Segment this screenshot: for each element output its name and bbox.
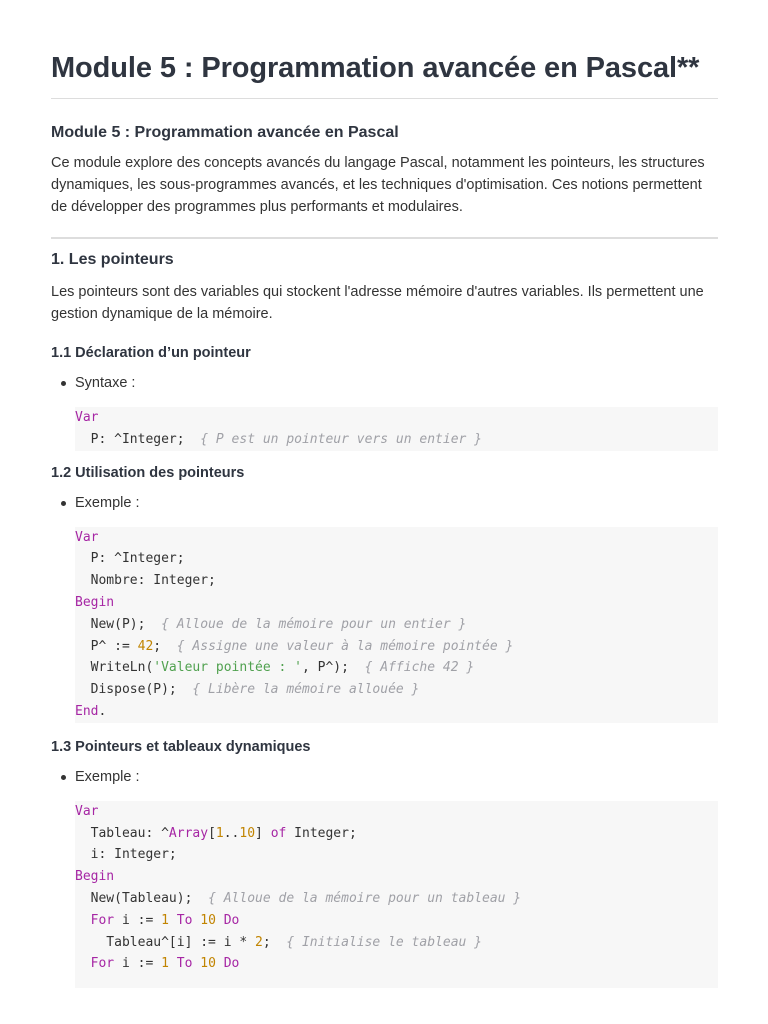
code-text [75,956,91,971]
code-text: i := [114,912,162,928]
code-comment: { Alloue de la mémoire pour un entier } [161,616,467,632]
code-block-declaration [75,407,718,451]
code-keyword: For [90,956,115,972]
code-comment: { Libère la mémoire allouée } [192,682,420,698]
code-number: 1 [215,825,224,841]
code-text: Integer; [286,825,357,841]
code-keyword: Begin [75,594,115,610]
sub11-list [51,372,718,394]
code-text: [ [208,825,216,841]
code-text [75,913,91,928]
code-text: Dispose(P); [75,682,193,698]
sub11-heading: 1.1 Déclaration d’un pointeur [51,345,251,361]
code-number: 2 [255,934,263,950]
intro-heading: Module 5 : Programmation avancée en Pascal [51,124,399,141]
code-string: 'Valeur pointée : ' [153,660,302,676]
code-text: New(Tableau); [75,890,209,906]
code-keyword: Begin [75,869,115,885]
code-comment: { Initialise le tableau } [286,934,482,950]
sub12-heading: 1.2 Utilisation des pointeurs [51,464,245,481]
code-comment: { Alloue de la mémoire pour un tableau } [208,890,522,906]
code-number: 1 [161,956,169,972]
code-text: Nombre: Integer; [75,573,216,589]
code-number: 42 [137,638,154,654]
code-text: ; [153,638,177,654]
code-keyword: Var [75,529,99,545]
code-text [169,956,177,971]
intro-paragraph: Ce module explore des concepts avancés du langage Pascal, notamment les pointeurs, les structures dynamiques, les sous-programmes avancés, et les techniques d'optimisation. Ces notions permettent de développer des programmes plus performants et modulaires. [51,155,705,215]
sub12-list [51,492,718,514]
code-keyword: of [270,825,287,841]
section1-heading: 1. Les pointeurs [51,251,174,268]
code-text: . [98,703,107,719]
code-number: 1 [161,912,169,928]
code-text [169,913,177,928]
code-block-dynamic-array [75,801,718,988]
code-text: P^ := [75,638,138,654]
sub13-list [51,766,718,788]
code-text: Tableau^[i] := i * [75,934,256,950]
code-text: , P^); [302,660,365,676]
code-text: WriteLn( [75,660,154,676]
code-keyword: End [75,703,99,719]
code-number: 10 [200,956,216,972]
code-comment: { P est un pointeur vers un entier } [200,431,482,447]
code-text: P: ^Integer; [75,551,185,567]
code-keyword: To [176,956,193,972]
code-comment: { Assigne une valeur à la mémoire pointée } [176,638,514,654]
code-keyword: Do [223,956,240,972]
code-keyword: Do [223,912,240,928]
code-text: New(P); [75,616,162,632]
code-text: .. [223,825,240,841]
code-text [216,956,224,971]
list-item: Exemple : [51,766,718,788]
code-text: ; [262,934,287,950]
code-text: ] [255,825,271,841]
code-keyword: Var [75,803,99,819]
list-item: Exemple : [51,492,718,514]
section1-paragraph: Les pointeurs sont des variables qui stockent l'adresse mémoire d'autres variables. Ils permettent une gestion dynamique de la mémoire. [51,284,704,322]
code-number: 10 [239,825,256,841]
section-divider [51,237,718,239]
code-keyword: Var [75,410,99,425]
code-text: i: Integer; [75,847,177,863]
code-block-usage [75,527,718,723]
page-title: Module 5 : Programmation avancée en Pascal** [51,52,700,84]
code-text: P: ^Integer; [75,431,201,447]
list-item: Syntaxe : [51,372,718,394]
title-divider [51,98,718,99]
sub13-heading: 1.3 Pointeurs et tableaux dynamiques [51,738,311,755]
code-keyword: To [176,912,193,928]
code-keyword: Array [168,825,209,841]
code-text: Tableau: ^ [75,825,169,841]
code-number: 10 [200,912,216,928]
code-comment: { Affiche 42 } [364,660,475,676]
code-keyword: For [90,912,115,928]
code-text [216,913,224,928]
code-text: i := [114,956,162,972]
